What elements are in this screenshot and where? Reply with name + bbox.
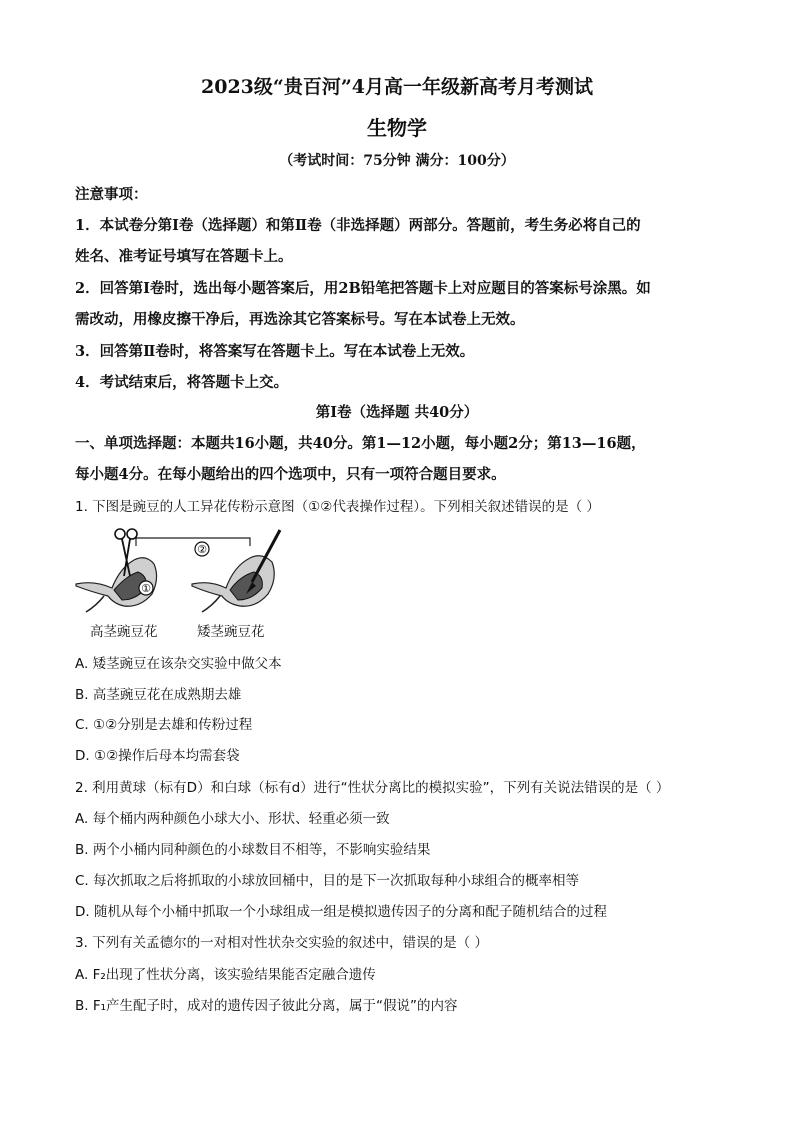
question-1-option-b: B. 高茎豌豆花在成熟期去雄 <box>75 687 242 703</box>
question-1-stem: 1. 下图是豌豆的人工异花传粉示意图（①②代表操作过程）。下列相关叙述错误的是（ ） <box>75 499 600 515</box>
caption-short-pea: 矮茎豌豆花 <box>197 624 265 640</box>
question-2-stem: 2. 利用黄球（标有D）和白球（标有d）进行“性状分离比的模拟实验”，下列有关说法错误的是（ ） <box>75 780 670 796</box>
caption-tall-pea: 高茎豌豆花 <box>90 624 158 640</box>
section-intro: 一、单项选择题：本题共16小题，共40分。第1—12小题，每小题2分；第13—16题， <box>75 435 646 452</box>
section-intro: 每小题4分。在每小题给出的四个选项中，只有一项符合题目要求。 <box>75 466 506 483</box>
notes-line: 2．回答第Ⅰ卷时，选出每小题答案后，用2B铅笔把答题卡上对应题目的答案标号涂黑。如 <box>75 280 651 297</box>
question-2-option-c: C. 每次抓取之后将抓取的小球放回桶中，目的是下一次抓取每种小球组合的概率相等 <box>75 873 580 889</box>
notes-heading: 注意事项： <box>75 186 148 203</box>
notes-line: 3．回答第Ⅱ卷时，将答案写在答题卡上。写在本试卷上无效。 <box>75 343 475 360</box>
step-2-marker: ② <box>197 543 207 556</box>
notes-line: 1．本试卷分第Ⅰ卷（选择题）和第Ⅱ卷（非选择题）两部分。答题前，考生务必将自己的 <box>75 217 641 234</box>
question-3-option-a: A. F₂出现了性状分离，该实验结果能否定融合遗传 <box>75 967 376 983</box>
question-2-option-b: B. 两个小桶内同种颜色的小球数目不相等，不影响实验结果 <box>75 842 431 858</box>
notes-line: 4．考试结束后，将答题卡上交。 <box>75 374 289 391</box>
question-2-option-d: D. 随机从每个小桶中抓取一个小球组成一组是模拟遗传因子的分离和配子随机结合的过程 <box>75 904 607 920</box>
question-2-option-a: A. 每个桶内两种颜色小球大小、形状、轻重必须一致 <box>75 811 390 827</box>
question-1-option-c: C. ①②分别是去雄和传粉过程 <box>75 717 253 733</box>
subject-title: 生物学 <box>367 116 427 140</box>
question-3-stem: 3. 下列有关孟德尔的一对相对性状杂交实验的叙述中，错误的是（ ） <box>75 935 488 951</box>
pollination-illustration <box>74 524 304 624</box>
exam-title: 2023级“贵百河”4月高一年级新高考月考测试 <box>201 76 593 98</box>
exam-info: （考试时间：75分钟 满分：100分） <box>279 153 515 169</box>
question-1-option-d: D. ①②操作后母本均需套袋 <box>75 748 240 764</box>
notes-line: 姓名、准考证号填写在答题卡上。 <box>75 248 293 265</box>
notes-line: 需改动，用橡皮擦干净后，再选涂其它答案标号。写在本试卷上无效。 <box>75 311 525 328</box>
question-1-option-a: A. 矮茎豌豆在该杂交实验中做父本 <box>75 656 282 672</box>
step-1-marker: ① <box>141 582 151 595</box>
question-3-option-b: B. F₁产生配子时，成对的遗传因子彼此分离，属于“假说”的内容 <box>75 998 458 1014</box>
section-title: 第Ⅰ卷（选择题 共40分） <box>315 404 479 421</box>
